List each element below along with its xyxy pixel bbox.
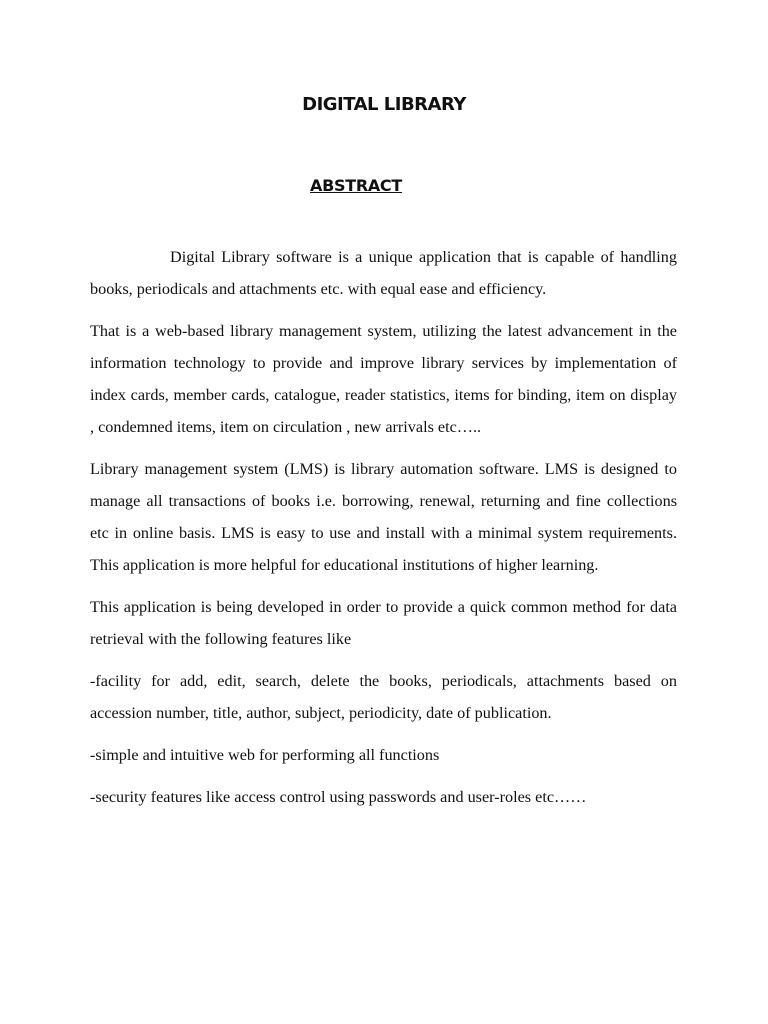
document-title: DIGITAL LIBRARY: [302, 94, 466, 115]
paragraph-features-intro: This application is being developed in order to provide a quick common method for data retrieval with the following features like: [90, 598, 677, 648]
paragraph-lms: Library management system (LMS) is library automation software. LMS is designed to manage all transactions of books i.e. borrowing, renewal, returning and fine collections etc in online basis. LMS is easy to use and install with a minimal system requirements. This application is more helpful for educational institutions of higher learning.: [90, 460, 677, 574]
paragraph-intro: Digital Library software is a unique application that is capable of handling books, periodicals and attachments etc. with equal ease and efficiency.: [90, 248, 677, 298]
feature-item-security: -security features like access control using passwords and user-roles etc……: [90, 788, 587, 806]
paragraph-web-based: That is a web-based library management system, utilizing the latest advancement in the information technology to provide and improve library services by implementation of index cards, member cards, catalogue, reader statistics, items for binding, item on display , condemned items, item on circulation , new arrivals etc…..: [90, 322, 677, 436]
feature-item-simple-web: -simple and intuitive web for performing all functions: [90, 746, 440, 764]
feature-item-facility: -facility for add, edit, search, delete the books, periodicals, attachments based on accession number, title, author, subject, periodicity, date of publication.: [90, 672, 677, 722]
abstract-heading: ABSTRACT: [310, 176, 402, 195]
abstract-body: [90, 241, 677, 823]
